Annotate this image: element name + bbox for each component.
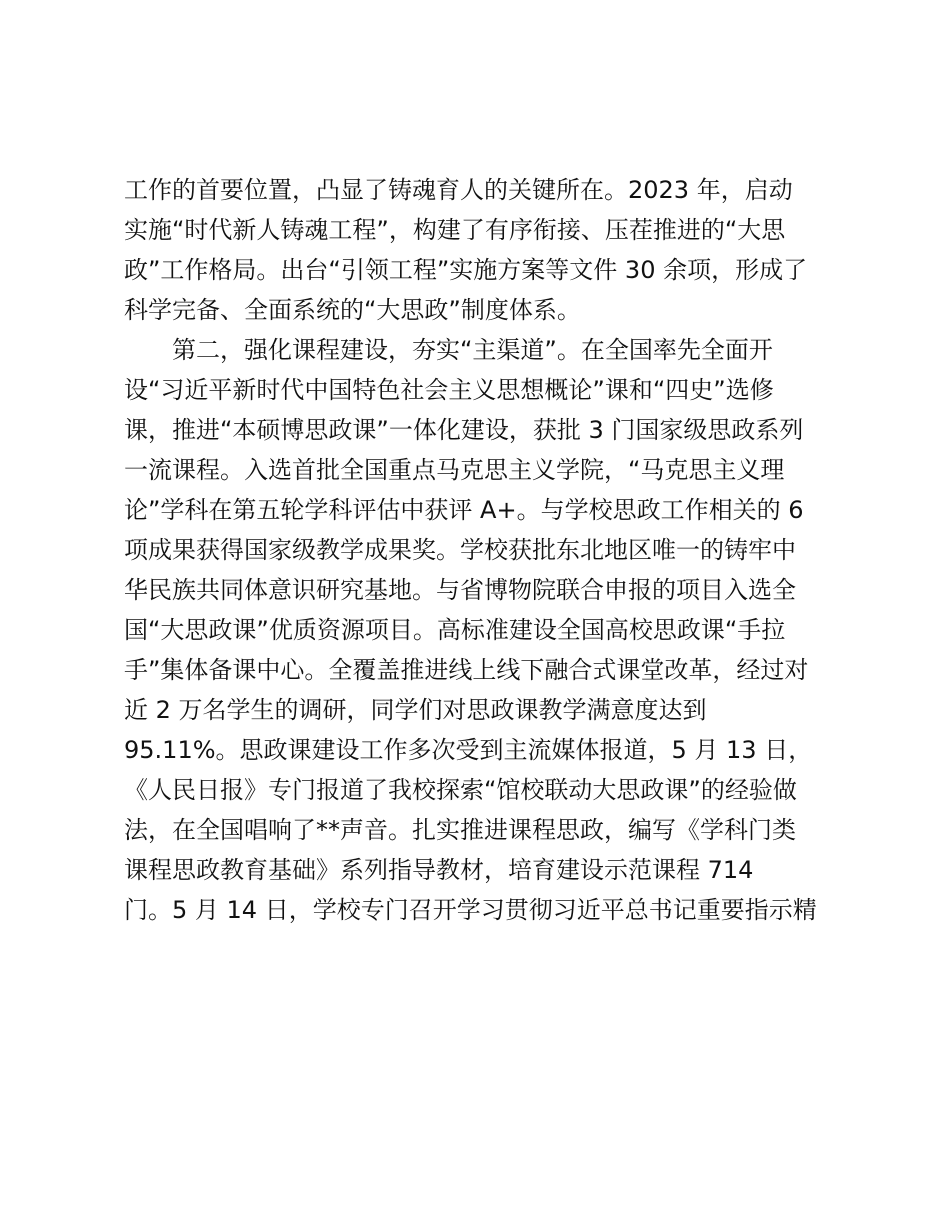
text-line: 95.11%。思政课建设工作多次受到主流媒体报道，5 月 13 日， <box>124 736 813 764</box>
text-line: 一流课程。入选首批全国重点马克思主义学院，“马克思主义理 <box>124 456 785 484</box>
text-line: 工作的首要位置，凸显了铸魂育人的关键所在。2023 年，启动 <box>124 176 793 204</box>
text-line: 项成果获得国家级教学成果奖。学校获批东北地区唯一的铸牢中 <box>124 536 796 564</box>
text-line: 法，在全国唱响了**声音。扎实推进课程思政，编写《学科门类 <box>124 816 796 844</box>
text-line: 政”工作格局。出台“引领工程”实施方案等文件 30 余项，形成了 <box>124 256 808 284</box>
text-line: 科学完备、全面系统的“大思政”制度体系。 <box>124 296 581 324</box>
text-line: 国“大思政课”优质资源项目。高标准建设全国高校思政课“手拉 <box>124 616 786 644</box>
text-line: 近 2 万名学生的调研，同学们对思政课教学满意度达到 <box>124 696 707 724</box>
text-line: 实施“时代新人铸魂工程”，构建了有序衔接、压茬推进的“大思 <box>124 216 786 244</box>
text-line: 手”集体备课中心。全覆盖推进线上线下融合式课堂改革，经过对 <box>124 656 809 684</box>
text-line: 门。5 月 14 日，学校专门召开学习贯彻习近平总书记重要指示精 <box>124 896 817 924</box>
paragraph-start-line: 第二，强化课程建设，夯实“主渠道”。在全国率先全面开 <box>172 336 773 364</box>
text-line: 论”学科在第五轮学科评估中获评 A+。与学校思政工作相关的 6 <box>124 496 804 524</box>
text-line: 课程思政教育基础》系列指导教材，培育建设示范课程 714 <box>124 856 754 884</box>
text-line: 《人民日报》专门报道了我校探索“馆校联动大思政课”的经验做 <box>124 776 797 804</box>
body-text <box>124 170 844 930</box>
text-line: 设“习近平新时代中国特色社会主义思想概论”课和“四史”选修 <box>124 376 774 404</box>
text-line: 华民族共同体意识研究基地。与省博物院联合申报的项目入选全 <box>124 576 796 604</box>
text-line: 课，推进“本硕博思政课”一体化建设，获批 3 门国家级思政系列 <box>124 416 804 444</box>
